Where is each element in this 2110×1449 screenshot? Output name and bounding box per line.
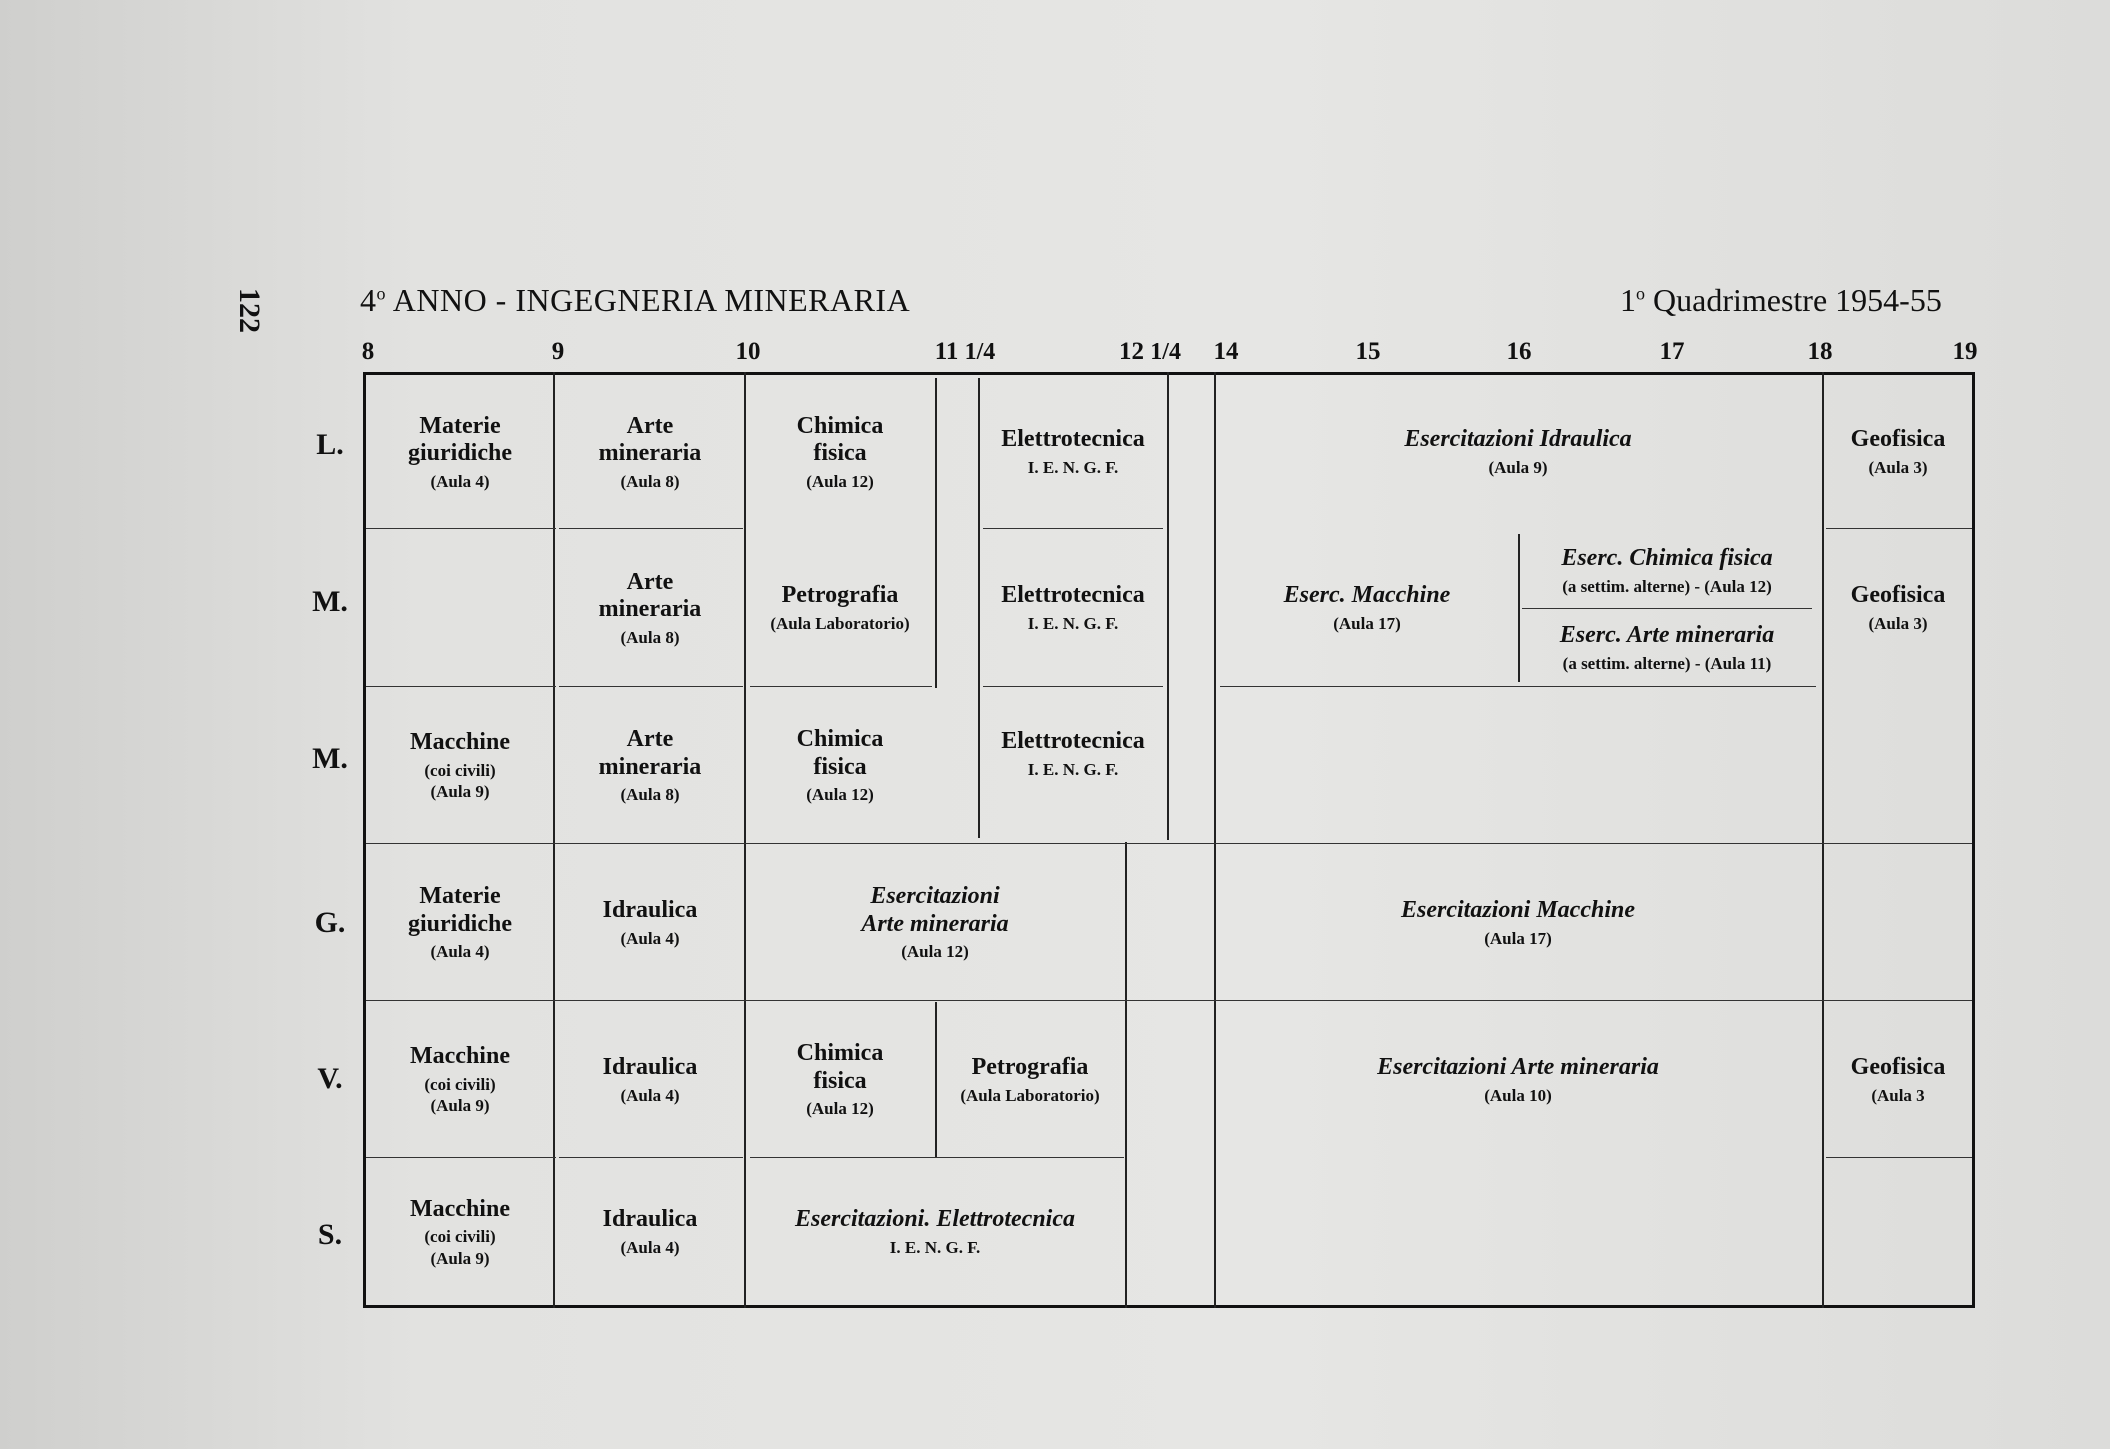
- cell-sat-1: [366, 1159, 554, 1305]
- cell-mon-5: [1216, 376, 1820, 528]
- cell-sub: (Aula 3): [1868, 614, 1928, 634]
- day-wednesday: M.: [312, 742, 348, 775]
- cell-title: Eserc. Arte mineraria: [1559, 622, 1775, 649]
- day-monday: L.: [316, 428, 344, 461]
- cell-title: Petrografia: [971, 1053, 1089, 1080]
- cell-tue-3: [746, 530, 934, 686]
- cell-title: Eserc. Chimica fisica: [1561, 545, 1773, 572]
- cell-title: Eserc. Macchine: [1283, 582, 1451, 609]
- cell-mon-1: [366, 376, 554, 528]
- day-thursday: G.: [314, 906, 346, 939]
- hour-16: 16: [1506, 338, 1532, 365]
- cell-title: Macchine: [410, 729, 510, 756]
- cell-tue-4: [980, 530, 1166, 686]
- hour-15: 15: [1355, 338, 1381, 365]
- cell-sub: (Aula 8): [620, 785, 680, 805]
- cell-sub: (Aula 4): [430, 942, 490, 962]
- cell-thu-3: [746, 845, 1124, 1000]
- cell-sub: (Aula 4): [430, 471, 490, 491]
- cell-title: Elettrotecnica: [1001, 426, 1145, 453]
- hline-a2: [559, 528, 743, 529]
- cell-mon-4: [980, 376, 1166, 528]
- cell-sub2: (Aula 9): [430, 1248, 490, 1268]
- page-number: 122: [233, 288, 266, 333]
- term-suffix: o: [1636, 283, 1645, 304]
- cell-sub1: (coi civili): [424, 1227, 496, 1247]
- title-year-suffix: o: [376, 283, 386, 304]
- cell-wed-3: [746, 688, 934, 843]
- term-label: [1620, 282, 1942, 319]
- vline-1215-lower: [1125, 842, 1127, 1308]
- hline-b3: [750, 686, 932, 687]
- cell-sub: (Aula 9): [1488, 458, 1548, 478]
- cell-sat-3: [746, 1159, 1124, 1305]
- cell-title: Geofisica: [1850, 582, 1946, 609]
- cell-tue-5: [1216, 530, 1518, 686]
- cell-title: Arte mineraria: [598, 726, 702, 780]
- cell-title: Arte mineraria: [598, 412, 702, 467]
- cell-sub: (a settim. alterne) - (Aula 11): [1562, 654, 1772, 674]
- cell-sub: (Aula 4): [620, 928, 680, 948]
- cell-fri-6: [1824, 1002, 1972, 1157]
- cell-title: Macchine: [410, 1043, 510, 1070]
- cell-sub: (Aula 12): [901, 942, 969, 962]
- cell-title: Elettrotecnica: [1001, 582, 1145, 609]
- hour-11: [935, 338, 996, 366]
- hour-11-fraction: 1/4: [964, 339, 996, 365]
- cell-title: Esercitazioni Macchine: [1400, 896, 1635, 923]
- cell-sub: (Aula 4): [620, 1085, 680, 1105]
- cell-title: Esercitazioni. Elettrotecnica: [795, 1206, 1075, 1233]
- hline-a4: [983, 528, 1163, 529]
- cell-sub: (a settim. alterne) - (Aula 12): [1562, 577, 1772, 597]
- vline-11-upper: [935, 378, 937, 688]
- cell-tue-6a: [1520, 534, 1814, 608]
- cell-sub: (Aula 12): [806, 1099, 874, 1119]
- cell-mon-6: [1824, 376, 1972, 528]
- day-friday: V.: [317, 1062, 343, 1095]
- cell-title: Esercitazioni Idraulica: [1404, 426, 1632, 453]
- cell-title: Idraulica: [602, 1053, 698, 1080]
- cell-title: Geofisica: [1850, 1053, 1946, 1080]
- cell-tue-2: [556, 530, 744, 686]
- cell-title: Materie giuridiche: [407, 412, 512, 467]
- hour-12-fraction: 1/4: [1150, 339, 1181, 365]
- cell-sub: (Aula Laboratorio): [960, 1085, 1100, 1105]
- title-rest: ANNO - INGEGNERIA MINERARIA: [386, 282, 911, 318]
- day-tuesday: M.: [312, 585, 348, 618]
- cell-sub: (Aula 3: [1871, 1085, 1925, 1105]
- hour-12-num: 12: [1119, 338, 1145, 365]
- hour-12: [1119, 338, 1181, 366]
- hline-b5: [1220, 686, 1816, 687]
- cell-sub1: (coi civili): [424, 760, 496, 780]
- hline-e6: [1826, 1157, 1972, 1158]
- cell-sub1: (coi civili): [424, 1074, 496, 1094]
- cell-sub: (Aula 12): [806, 471, 874, 491]
- hline-a1: [366, 528, 556, 529]
- cell-title: Elettrotecnica: [1001, 728, 1145, 755]
- cell-sub: I. E. N. G. F.: [1027, 458, 1119, 478]
- cell-title: Petrografia: [781, 582, 899, 609]
- cell-title: Idraulica: [602, 896, 698, 923]
- cell-title: Geofisica: [1850, 426, 1946, 453]
- hour-8: 8: [361, 338, 375, 365]
- cell-title: Chimica fisica: [796, 726, 884, 780]
- hline-c: [366, 843, 1972, 844]
- cell-sub: (Aula 17): [1333, 614, 1401, 634]
- hline-b1: [366, 686, 556, 687]
- page-number-wrap: [232, 288, 266, 354]
- cell-sub: I. E. N. G. F.: [1027, 760, 1119, 780]
- cell-sub: I. E. N. G. F.: [1027, 614, 1119, 634]
- cell-wed-1: [366, 688, 554, 843]
- cell-title: Chimica fisica: [796, 412, 884, 467]
- day-saturday: S.: [317, 1218, 343, 1251]
- hour-17: 17: [1659, 338, 1685, 365]
- vline-1215-upper: [1167, 372, 1169, 840]
- page-title: [360, 282, 910, 319]
- cell-sub2: (Aula 9): [430, 782, 490, 802]
- cell-title1: Esercitazioni: [870, 883, 1000, 910]
- hour-10: 10: [735, 338, 761, 365]
- hour-9: 9: [551, 338, 565, 365]
- cell-thu-2: [556, 845, 744, 1000]
- cell-wed-2: [556, 688, 744, 843]
- hline-b2: [559, 686, 743, 687]
- cell-sub: (Aula Laboratorio): [770, 614, 910, 634]
- hline-e1: [366, 1157, 556, 1158]
- cell-tue-6b: [1520, 610, 1814, 686]
- cell-fri-2: [556, 1002, 744, 1157]
- cell-title: Materie giuridiche: [407, 883, 512, 937]
- hline-b4: [983, 686, 1163, 687]
- cell-thu-1: [366, 845, 554, 1000]
- term-rest: Quadrimestre 1954-55: [1645, 282, 1942, 318]
- term-num: 1: [1620, 282, 1636, 318]
- cell-sat-2: [556, 1159, 744, 1305]
- hline-d: [366, 1000, 1972, 1001]
- cell-wed-4: [980, 688, 1166, 820]
- cell-title: Esercitazioni Arte mineraria: [1377, 1053, 1659, 1080]
- hour-11-num: 11: [934, 338, 959, 365]
- cell-sub: (Aula 12): [806, 785, 874, 805]
- cell-fri-4: [937, 1002, 1123, 1157]
- cell-fri-5: [1216, 1002, 1820, 1157]
- cell-title: Macchine: [410, 1195, 510, 1222]
- cell-sub: I. E. N. G. F.: [889, 1238, 981, 1258]
- hline-e3: [750, 1157, 1124, 1158]
- cell-sub: (Aula 17): [1484, 928, 1552, 948]
- cell-sub: (Aula 10): [1484, 1085, 1552, 1105]
- cell-title: Idraulica: [602, 1206, 698, 1233]
- cell-sub: (Aula 4): [620, 1238, 680, 1258]
- cell-sub2: (Aula 9): [430, 1096, 490, 1116]
- cell-sub: (Aula 3): [1868, 458, 1928, 478]
- hour-19: 19: [1952, 338, 1978, 365]
- cell-mon-2: [556, 376, 744, 528]
- hline-a6: [1826, 528, 1972, 529]
- cell-title: Chimica fisica: [796, 1040, 884, 1094]
- cell-title: Arte mineraria: [598, 568, 702, 623]
- cell-sub: (Aula 8): [620, 471, 680, 491]
- cell-fri-3: [746, 1002, 934, 1157]
- cell-sub: (Aula 8): [620, 627, 680, 647]
- cell-thu-5: [1216, 845, 1820, 1000]
- cell-fri-1: [366, 1002, 554, 1157]
- hline-tue-split: [1522, 608, 1812, 609]
- hour-18: 18: [1807, 338, 1833, 365]
- cell-tue-7: [1824, 530, 1972, 686]
- hour-14: 14: [1213, 338, 1239, 365]
- cell-mon-3: [746, 376, 934, 528]
- cell-title2: Arte mineraria: [861, 910, 1009, 937]
- hline-e2: [559, 1157, 743, 1158]
- title-year: 4: [360, 282, 377, 318]
